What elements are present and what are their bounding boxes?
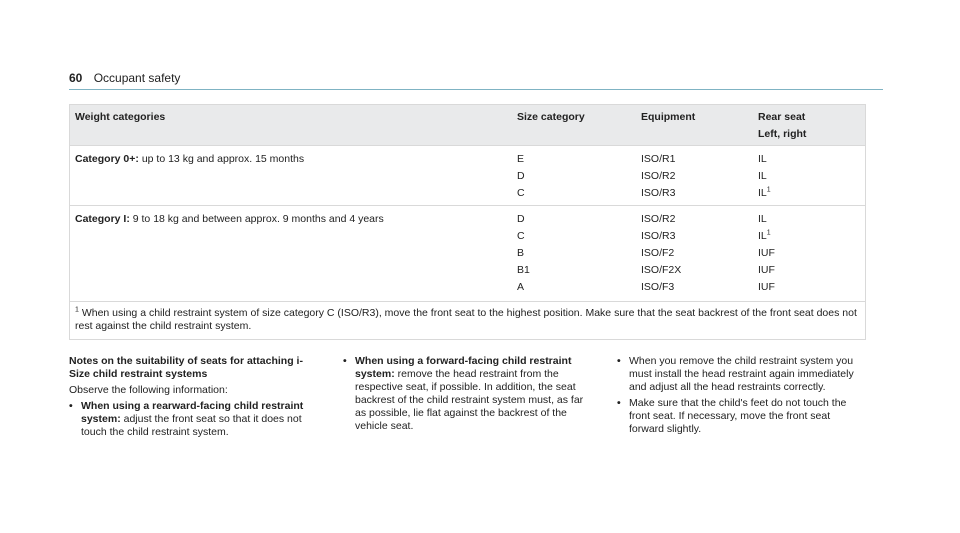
category-desc: up to 13 kg and approx. 15 months — [138, 153, 305, 165]
rear-seat-label: Rear seat — [758, 111, 806, 123]
size-value: A — [517, 281, 525, 293]
rear-value: IL — [758, 170, 767, 182]
equipment-value: ISO/R1 — [641, 153, 676, 165]
bullet-bold: When using a rearward-facing child restraint system: — [81, 400, 304, 425]
list-item — [69, 400, 319, 439]
left-right-label: Left, right — [758, 128, 807, 140]
rear-value: IUF — [758, 264, 775, 276]
table-row — [70, 206, 865, 302]
size-value: B — [517, 247, 525, 259]
equipment-value: ISO/F2 — [641, 247, 675, 259]
size-cell — [512, 146, 636, 205]
col-header-rear-seat — [753, 105, 865, 145]
rear-value: $IL^1$ — [758, 229, 771, 242]
equipment-value: ISO/R2 — [641, 170, 676, 182]
footnote-text: When using a child restraint system of size category C (ISO/R3), move the front seat to the highest position. Make sure that the seat backrest of the front seat does not rest against the child restraint system. — [75, 307, 857, 332]
size-value: E — [517, 153, 525, 165]
weight-cell — [70, 206, 512, 301]
bullet-text: When you remove the child restraint system you must install the head restraint again immediately and adjust all the head restraints correctly. — [629, 355, 854, 393]
category-label: Category I: — [75, 213, 130, 225]
size-value: D — [517, 213, 525, 225]
header-divider — [69, 89, 883, 90]
bullet-icon: • — [617, 355, 621, 367]
weight-category-table — [69, 104, 866, 340]
list-item — [617, 355, 867, 394]
section-title: Occupant safety — [93, 71, 181, 85]
footnote-mark: 1 — [75, 306, 79, 314]
equipment-value: ISO/F3 — [641, 281, 675, 293]
rear-seat-cell — [753, 146, 865, 205]
equipment-value: ISO/F2X — [641, 264, 682, 276]
equipment-value: ISO/R2 — [641, 213, 676, 225]
page-header — [69, 71, 180, 85]
col-header-equipment: Equipment — [641, 111, 696, 123]
bullet-bold: When using a forward-facing child restraint system: — [355, 355, 572, 380]
size-value: C — [517, 230, 525, 242]
category-label: Category 0+: — [75, 153, 139, 165]
weight-cell — [70, 146, 512, 205]
bullet-text: remove the head restraint from the respective seat, if possible. In addition, the seat backrest of the child restraint system must, as far as possible, lie flat against the backrest of the vehicle seat. — [355, 368, 584, 432]
size-value: D — [517, 170, 525, 182]
bullet-icon: • — [617, 397, 621, 409]
equipment-cell — [636, 146, 753, 205]
table-header-row — [70, 105, 865, 146]
notes-column-2 — [343, 355, 593, 436]
list-item — [343, 355, 593, 433]
col-header-weight: Weight categories — [75, 111, 166, 123]
bullet-text: adjust the front seat so that it does not touch the child restraint system. — [81, 413, 302, 438]
rear-value: $IL^1$ — [758, 186, 771, 199]
notes-column-3 — [617, 355, 867, 439]
table-footnote — [70, 302, 865, 339]
size-cell — [512, 206, 636, 301]
footnote-ref: 1 — [766, 229, 771, 237]
rear-value: IL — [758, 153, 767, 165]
footnote-ref: 1 — [766, 186, 771, 194]
rear-value: IUF — [758, 247, 775, 259]
category-desc: 9 to 18 kg and between approx. 9 months and 4 years — [129, 213, 384, 225]
bullet-icon: • — [69, 400, 73, 412]
rear-seat-cell — [753, 206, 865, 301]
rear-value: IUF — [758, 281, 775, 293]
size-value: B1 — [517, 264, 530, 276]
notes-title: Notes on the suitability of seats for attaching i-Size child restraint systems — [69, 355, 303, 380]
size-value: C — [517, 187, 525, 199]
notes-column-1 — [69, 355, 319, 442]
list-item — [617, 397, 867, 436]
table-row — [70, 146, 865, 206]
equipment-value: ISO/R3 — [641, 187, 676, 199]
bullet-icon: • — [343, 355, 347, 367]
notes-intro: Observe the following information: — [69, 384, 228, 396]
rear-value: IL — [758, 213, 767, 225]
col-header-size: Size category — [517, 111, 585, 123]
equipment-value: ISO/R3 — [641, 230, 676, 242]
equipment-cell — [636, 206, 753, 301]
bullet-text: Make sure that the child's feet do not touch the front seat. If necessary, move the front seat forward slightly. — [629, 397, 847, 435]
page-number: 60 — [69, 71, 83, 85]
